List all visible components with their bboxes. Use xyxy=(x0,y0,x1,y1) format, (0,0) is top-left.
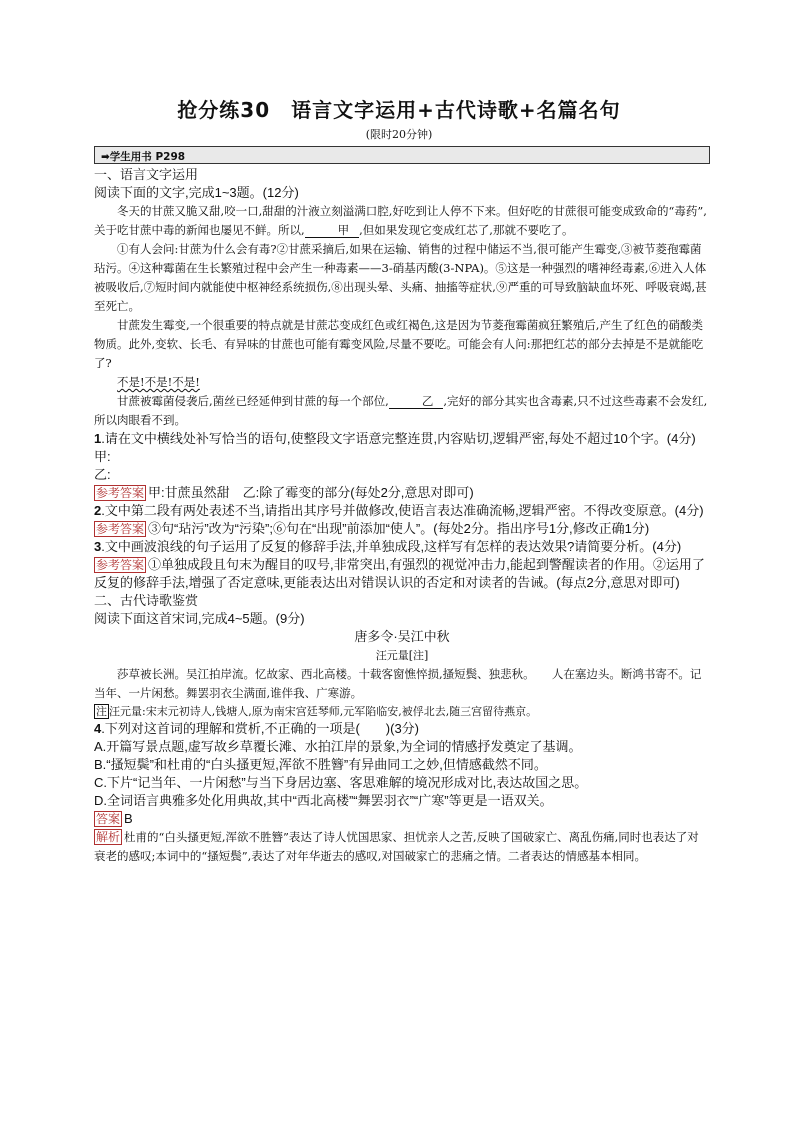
q2-answer: 参考答案 ③句“玷污”改为“污染”;⑥句在“出现”前添加“使人”。(每处2分。指出序号1分,修改正确1分) xyxy=(96,521,650,536)
poem-text: 莎草被长洲。吴江拍岸流。忆故家、西北高楼。十载客窗憔悴损,搔短鬓、独悲秋。 人在塞边头。断鸿书寄不。记当年、一片闲愁。舞罢羽衣尘满面,谁伴我、广寒游。 xyxy=(94,667,702,700)
question-1: 1.请在文中横线处补写恰当的语句,使整段文字语意完整连贯,内容贴切,逻辑严密,每处不超过10个字。(4分) xyxy=(94,431,696,446)
passage-paragraph-3: 甘蔗发生霉变,一个很重要的特点就是甘蔗芯变成红色或红褐色,这是因为节菱孢霉菌疯狂繁殖后,产生了红色的硝酸类物质。此外,变软、长毛、有异味的甘蔗也可能有霉变风险,尽量不要吃。可能会有人问:那把红芯的部分去掉是不是就能吃了? xyxy=(94,318,704,370)
question-4: 4.下列对这首词的理解和赏析,不正确的一项是( )(3分) xyxy=(94,721,420,736)
passage-paragraph-4: 甘蔗被霉菌侵袭后,菌丝已经延伸到甘蔗的每一个部位, 乙 ,完好的部分其实也含毒素,只不过这些毒素不会发红,所以肉眼看不到。 xyxy=(94,394,708,427)
q4-option-d: D.全词语言典雅多处化用典故,其中“西北高楼”“舞罢羽衣”“广寒”等更是一语双关。 xyxy=(94,793,553,808)
q4-answer: 答案 B xyxy=(96,811,133,826)
answer-tag: 参考答案 xyxy=(96,486,145,500)
blank-b: 乙 xyxy=(389,394,444,409)
answer-tag: 答案 xyxy=(96,812,121,826)
section2-instruction: 阅读下面这首宋词,完成4~5题。(9分) xyxy=(94,611,305,626)
time-limit: (限时20分钟) xyxy=(365,128,433,141)
blank-a: 甲 xyxy=(305,223,360,238)
q3-answer: 参考答案 ①单独成段且句末为醒目的叹号,非常突出,有强烈的视觉冲击力,能起到警醒读者的作用。②运用了反复的修辞手法,增强了否定意味,更能表达出对错误认识的否定和对读者的告诫。(每点2分,意思对即可) xyxy=(94,557,705,590)
question-2: 2.文中第二段有两处表述不当,请指出其序号并做修改,使语言表达准确流畅,逻辑严密。不得改变原意。(4分) xyxy=(94,503,704,518)
q4-analysis: 解析 杜甫的“白头搔更短,浑欲不胜簪”表达了诗人忧国思家、担忧亲人之苦,反映了国破家亡、离乱伤痛,同时也表达了对衰老的感叹;本词中的“搔短鬓”,表达了对年华逝去的感叹,对国破家亡的悲痛之情。二者表达的情感基本相同。 xyxy=(94,830,699,863)
content xyxy=(94,166,710,866)
book-reference: ➡学生用书 P298 xyxy=(101,151,186,163)
page-title: 抢分练30 语言文字运用+古代诗歌+名篇名句 xyxy=(177,98,621,122)
passage-paragraph-2: ①有人会问:甘蔗为什么会有毒?②甘蔗采摘后,如果在运输、销售的过程中储运不当,很可能产生霉变,③被节菱孢霉菌玷污。④这种霉菌在生长繁殖过程中会产生一种毒素——3-硝基丙酸(3-NPA)。⑤这是一种强烈的嗜神经毒素,⑥进入人体被吸收后,⑦短时间内就能使中枢神经系统损伤,⑧出现头晕、头痛、抽搐等症状,⑨严重的可导致脑缺血坏死、呼吸衰竭,甚至死亡。 xyxy=(94,242,707,313)
q4-option-c: C.下片“记当年、一片闲愁”与当下身居边塞、客思难解的境况形成对比,表达故国之思。 xyxy=(94,775,588,790)
answer-tag: 参考答案 xyxy=(96,558,145,572)
book-reference-bar xyxy=(94,146,710,164)
q4-option-b: B.“搔短鬓”和杜甫的“白头搔更短,浑欲不胜簪”有异曲同工之妙,但情感截然不同。 xyxy=(94,757,547,772)
q1-answer: 参考答案 甲:甘蔗虽然甜 乙:除了霉变的部分(每处2分,意思对即可) xyxy=(96,485,474,500)
wavy-sentence: 不是!不是!不是! xyxy=(117,375,200,389)
poem-note: 注 汪元量:宋末元初诗人,钱塘人,原为南宋宫廷琴师,元军陷临安,被俘北去,随三宫留待燕京。 xyxy=(96,705,538,718)
poem-title: 唐多令·吴江中秋 xyxy=(354,629,450,644)
passage-wavy-line xyxy=(94,373,710,392)
analysis-tag: 解析 xyxy=(96,830,121,844)
passage-paragraph-1: 冬天的甘蔗又脆又甜,咬一口,甜甜的汁液立刻溢满口腔,好吃到让人停不下来。但好吃的甘蔗很可能变成致命的“毒药”,关于吃甘蔗中毒的新闻也屡见不鲜。所以, 甲 ,但如果发现它变成红芯了,那就不要吃了。 xyxy=(94,204,707,237)
note-tag: 注 xyxy=(96,705,107,718)
answer-tag: 参考答案 xyxy=(96,522,145,536)
section2-heading: 二、古代诗歌鉴赏 xyxy=(94,593,199,608)
q1-line-b: 乙: xyxy=(94,467,111,482)
section1-instruction: 阅读下面的文字,完成1~3题。(12分) xyxy=(94,185,299,200)
question-3: 3.文中画波浪线的句子运用了反复的修辞手法,并单独成段,这样写有怎样的表达效果?请简要分析。(4分) xyxy=(94,539,682,554)
q4-option-a: A.开篇写景点题,虚写故乡草覆长滩、水拍江岸的景象,为全词的情感抒发奠定了基调。 xyxy=(94,739,582,754)
q1-line-a: 甲: xyxy=(94,449,111,464)
section1-heading: 一、语言文字运用 xyxy=(94,167,199,182)
poem-author: 汪元量[注] xyxy=(375,649,429,662)
